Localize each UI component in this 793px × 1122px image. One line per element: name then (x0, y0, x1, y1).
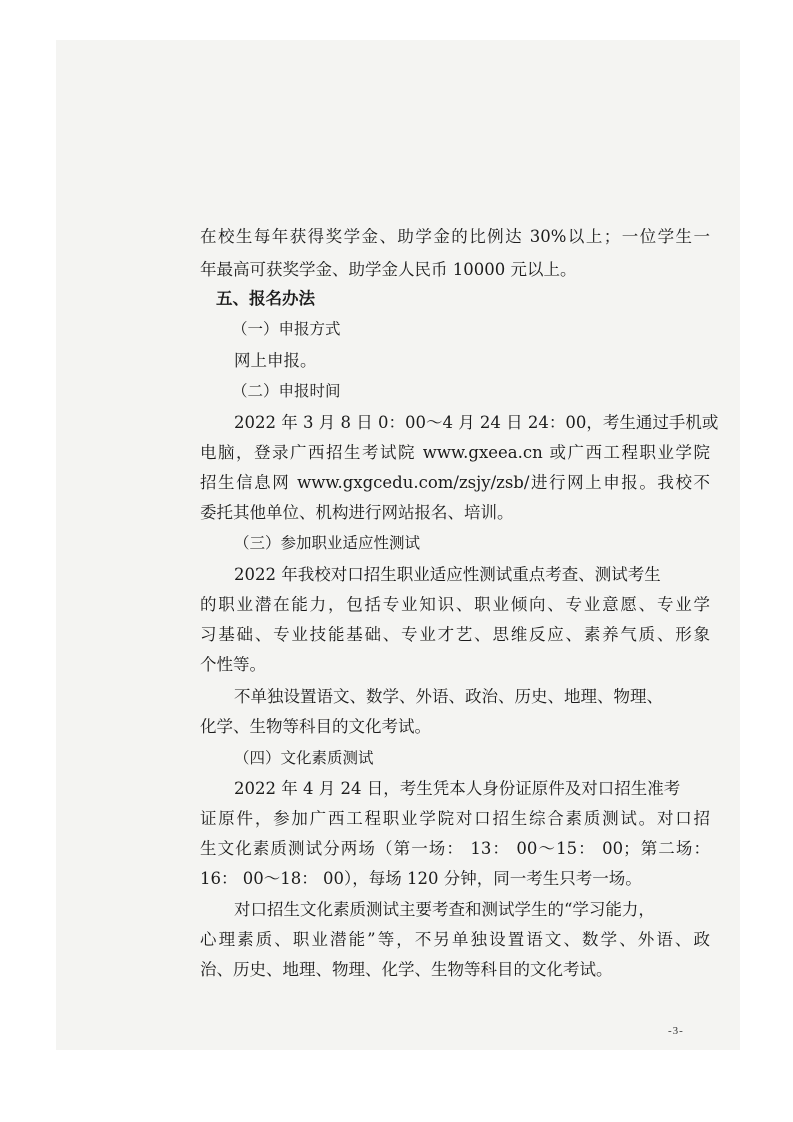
text-line: 个性等。 (200, 655, 266, 674)
text-line: 年最高可获奖学金、助学金人民币 10000 元以上。 (200, 260, 577, 279)
text-line: 的职业潜在能力，包括专业知识、职业倾向、专业意愿、专业学 (200, 595, 710, 614)
subsection-heading: （四）文化素质测试 (234, 749, 374, 767)
text-line: 在校生每年获得奖学金、助学金的比例达 30%以上；一位学生一 (200, 227, 710, 246)
text-line: 化学、生物等科目的文化考试。 (200, 717, 431, 736)
text-line: 电脑，登录广西招生考试院 www.gxeea.cn 或广西工程职业学院 (200, 443, 710, 462)
subsection-heading: （一）申报方式 (232, 320, 341, 338)
text-line: 习基础、专业技能基础、专业才艺、思维反应、素养气质、形象 (200, 625, 710, 644)
subsection-heading: （三）参加职业适应性测试 (234, 534, 421, 552)
document-page (56, 40, 740, 1050)
text-line: 治、历史、地理、物理、化学、生物等科目的文化考试。 (200, 960, 613, 979)
section-heading: 五、报名办法 (216, 289, 315, 308)
text-line: 2022 年 3 月 8 日 0：00～4 月 24 日 24：00，考生通过手机或 (234, 413, 719, 432)
page-number: -3- (668, 1025, 684, 1037)
text-line: 证原件，参加广西工程职业学院对口招生综合素质测试。对口招 (200, 809, 710, 828)
text-line: 招生信息网 www.gxgcedu.com/zsjy/zsb/进行网上申报。我校不 (200, 473, 710, 492)
text-line: 生文化素质测试分两场（第一场： 13： 00～15： 00；第二场： (200, 839, 710, 858)
text-line: 2022 年 4 月 24 日，考生凭本人身份证原件及对口招生准考 (234, 779, 681, 798)
text-line: 对口招生文化素质测试主要考查和测试学生的“学习能力， (234, 900, 655, 919)
text-line: 2022 年我校对口招生职业适应性测试重点考查、测试考生 (234, 565, 661, 584)
text-line: 心理素质、职业潜能”等，不另单独设置语文、数学、外语、政 (200, 930, 710, 949)
text-line: 网上申报。 (234, 351, 317, 370)
text-line: 16： 00～18： 00），每场 120 分钟，同一考生只考一场。 (200, 869, 642, 888)
subsection-heading: （二）申报时间 (232, 382, 341, 400)
text-line: 委托其他单位、机构进行网站报名、培训。 (200, 503, 514, 522)
text-line: 不单独设置语文、数学、外语、政治、历史、地理、物理、 (234, 687, 663, 706)
